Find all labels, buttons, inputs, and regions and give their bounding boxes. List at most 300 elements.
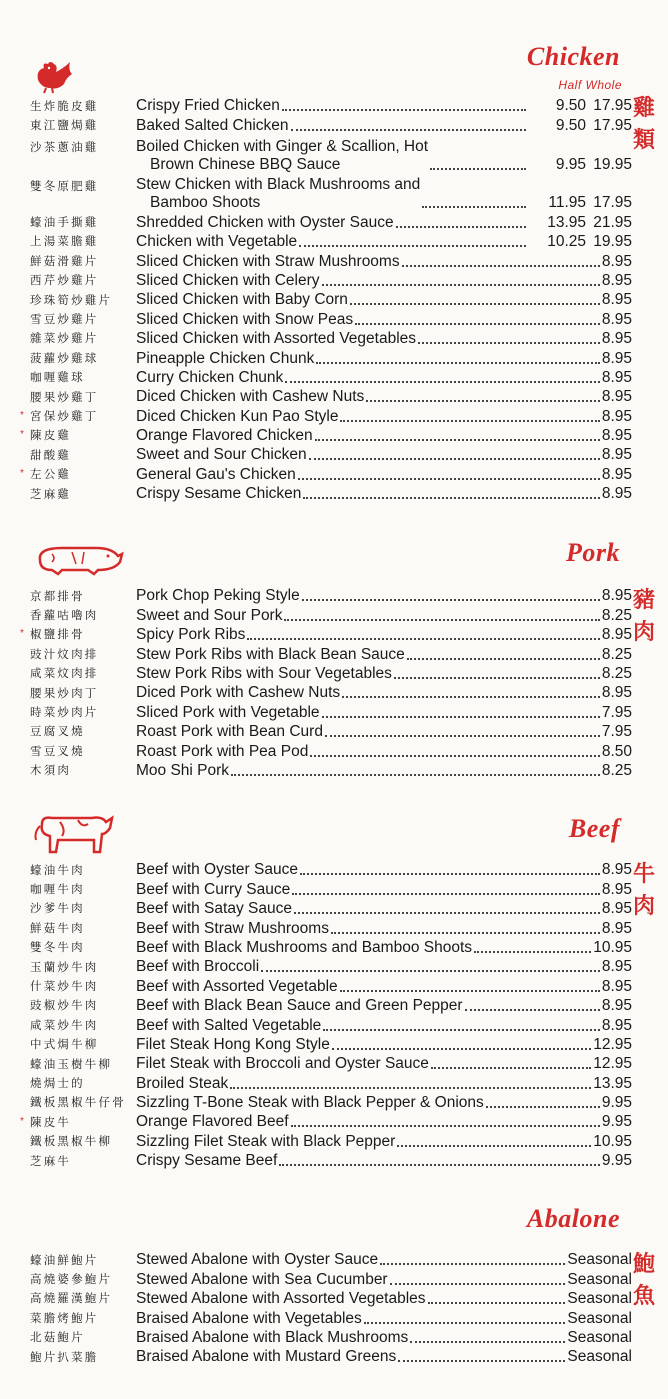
- item-name-wrap: [136, 1348, 567, 1366]
- dot-leader: [291, 1124, 600, 1127]
- chinese-name: 菜膽烤鮑片: [30, 1310, 99, 1325]
- price-whole: 17.95: [593, 97, 632, 115]
- menu-item-row[interactable]: [20, 406, 632, 425]
- item-name: Braised Abalone with Black Mushrooms: [136, 1328, 409, 1346]
- item-name-wrap: [136, 723, 602, 741]
- pork-section: [0, 530, 668, 790]
- menu-item-row[interactable]: [20, 1347, 632, 1366]
- price-value: 8.95: [601, 900, 632, 918]
- menu-item-row[interactable]: [20, 586, 632, 605]
- chinese-name: 蠔油鮮鮑片: [30, 1252, 99, 1267]
- item-price: [593, 1075, 632, 1093]
- item-name: Stewed Abalone with Sea Cucumber: [136, 1270, 388, 1288]
- chinese-name: 陳皮雞: [30, 428, 72, 443]
- dot-leader: [298, 477, 600, 480]
- menu-item-row[interactable]: [20, 722, 632, 741]
- price-value: Seasonal: [567, 1348, 632, 1366]
- menu-item-row[interactable]: [20, 329, 632, 348]
- dot-leader: [340, 419, 599, 422]
- menu-item-row[interactable]: [20, 464, 632, 483]
- item-name-wrap: [136, 369, 602, 387]
- menu-item-row[interactable]: [20, 1131, 632, 1150]
- chinese-name: 雜菜炒雞片: [30, 331, 99, 346]
- menu-item-row[interactable]: [20, 426, 632, 445]
- chinese-name: 沙爹牛肉: [30, 901, 85, 916]
- item-name-wrap: [136, 291, 602, 309]
- item-name: Crispy Fried Chicken: [136, 97, 280, 115]
- item-name: Diced Chicken with Cashew Nuts: [136, 388, 365, 406]
- menu-item-row[interactable]: [20, 683, 632, 702]
- dot-leader: [402, 264, 600, 267]
- chinese-name: 左公雞: [30, 467, 72, 482]
- dot-leader: [422, 205, 526, 208]
- dot-leader: [230, 1086, 591, 1089]
- chinese-name: 燒焗士的: [30, 1075, 85, 1090]
- item-name: [136, 138, 428, 174]
- dot-leader: [247, 637, 599, 640]
- menu-item-row[interactable]: [20, 1328, 632, 1347]
- item-price: [602, 446, 632, 464]
- chinese-name: 芝麻牛: [30, 1153, 72, 1168]
- item-name: Orange Flavored Beef: [136, 1113, 289, 1131]
- dot-leader: [366, 399, 600, 402]
- price-value: 8.25: [601, 606, 632, 624]
- menu-item-row[interactable]: [20, 644, 632, 663]
- price-value: Seasonal: [567, 1309, 632, 1327]
- item-name: Beef with Black Bean Sauce and Green Pepper: [136, 997, 463, 1015]
- chinese-name: 高燒婆參鮑片: [30, 1272, 113, 1287]
- menu-item-row[interactable]: [20, 445, 632, 464]
- chinese-name: 腰果炒肉丁: [30, 685, 99, 700]
- price-value: 8.95: [601, 330, 632, 348]
- item-name: Stew Pork Ribs with Black Bean Sauce: [136, 645, 405, 663]
- price-value: 10.95: [593, 938, 632, 956]
- dot-leader: [282, 108, 526, 111]
- item-price: [567, 1290, 632, 1308]
- chinese-name: 腰果炒雞丁: [30, 389, 99, 404]
- price-half: 9.50: [555, 97, 586, 115]
- chinese-name: 時菜炒肉片: [30, 705, 99, 720]
- price-value: 8.95: [601, 919, 632, 937]
- item-price: [602, 466, 632, 484]
- section-chinese-label: [630, 858, 658, 922]
- dot-leader: [285, 380, 600, 383]
- item-name-wrap: [136, 997, 602, 1015]
- menu-item-row[interactable]: [20, 879, 632, 898]
- item-name-wrap: [136, 1290, 567, 1308]
- item-price: [602, 646, 632, 664]
- item-price: [567, 1348, 632, 1366]
- chinese-char: 肉: [632, 619, 655, 645]
- item-name-line1: Stew Chicken with Black Mushrooms and: [136, 176, 421, 194]
- menu-item-row[interactable]: [20, 702, 632, 721]
- item-price: [567, 1310, 632, 1328]
- menu-item-row[interactable]: [20, 996, 632, 1015]
- spicy-star: *: [20, 468, 24, 480]
- dot-leader: [323, 1028, 600, 1031]
- item-name: Pineapple Chicken Chunk: [136, 349, 315, 367]
- menu-item-row[interactable]: [20, 251, 632, 270]
- price-value: 8.25: [601, 664, 632, 682]
- item-name: Sliced Chicken with Snow Peas: [136, 310, 354, 328]
- chinese-name: 陳皮牛: [30, 1114, 72, 1129]
- item-name: Sliced Chicken with Celery: [136, 271, 320, 289]
- dot-leader: [418, 341, 600, 344]
- chinese-name: 東江鹽焗雞: [30, 118, 99, 133]
- item-name-wrap: [136, 1094, 602, 1112]
- item-price: [602, 665, 632, 683]
- item-name: Broiled Steak: [136, 1074, 229, 1092]
- chinese-name: 雙冬原肥雞: [30, 178, 99, 193]
- menu-item-row[interactable]: [20, 741, 632, 760]
- chinese-name: 豆腐叉燒: [30, 724, 85, 739]
- dot-leader: [398, 1359, 565, 1362]
- item-name-wrap: [136, 939, 593, 957]
- item-name: Filet Steak Hong Kong Style: [136, 1035, 330, 1053]
- chinese-name: 鮑片扒菜膽: [30, 1349, 99, 1364]
- item-name: Sliced Chicken with Assorted Vegetables: [136, 330, 417, 348]
- menu-item-row[interactable]: [20, 761, 632, 780]
- menu-item-row[interactable]: [20, 135, 632, 174]
- item-name: General Gau's Chicken: [136, 465, 296, 483]
- price-value: Seasonal: [567, 1270, 632, 1288]
- item-name: Beef with Straw Mushrooms: [136, 919, 329, 937]
- menu-item-row[interactable]: [20, 976, 632, 995]
- spicy-star: *: [20, 429, 24, 441]
- dot-leader: [380, 1262, 565, 1265]
- dot-leader: [394, 676, 600, 679]
- dot-leader: [299, 244, 526, 247]
- menu-item-row[interactable]: [20, 938, 632, 957]
- chinese-char: 鮑: [632, 1251, 655, 1277]
- price-half: 9.95: [555, 155, 586, 173]
- chinese-name: 蠔油玉樹牛柳: [30, 1056, 113, 1071]
- dot-leader: [332, 1047, 591, 1050]
- item-name-wrap: [136, 272, 602, 290]
- item-name: Stewed Abalone with Oyster Sauce: [136, 1251, 379, 1269]
- menu-item-row[interactable]: [20, 1250, 632, 1269]
- item-name: Sweet and Sour Chicken: [136, 446, 307, 464]
- item-name-wrap: [136, 646, 602, 664]
- dot-leader: [279, 1163, 600, 1166]
- beef-section: [0, 806, 668, 1176]
- menu-item-row[interactable]: [20, 605, 632, 624]
- item-name-wrap: [136, 117, 528, 135]
- menu-item-row[interactable]: [20, 1269, 632, 1288]
- item-price: [602, 1113, 632, 1131]
- menu-item-row[interactable]: [20, 348, 632, 367]
- item-name-wrap: [136, 427, 602, 445]
- chinese-name: 西芹炒雞片: [30, 273, 99, 288]
- spicy-star: *: [20, 409, 24, 421]
- chinese-name: 生炸脆皮雞: [30, 98, 99, 113]
- dot-leader: [322, 715, 600, 718]
- item-name-wrap: [136, 626, 602, 644]
- item-price: [602, 978, 632, 996]
- dot-leader: [300, 872, 600, 875]
- item-price: [528, 214, 632, 232]
- item-name: Sliced Chicken with Straw Mushrooms: [136, 252, 400, 270]
- item-price: [602, 291, 632, 309]
- dot-leader: [428, 1301, 566, 1304]
- menu-item-row[interactable]: [20, 1093, 632, 1112]
- price-half: 13.95: [547, 213, 586, 231]
- menu-item-row[interactable]: [20, 232, 632, 251]
- menu-item-row[interactable]: [20, 860, 632, 879]
- dot-leader: [342, 695, 600, 698]
- chinese-name: 咸菜炆肉排: [30, 666, 99, 681]
- chinese-name: 椒鹽排骨: [30, 627, 85, 642]
- menu-item-row[interactable]: [20, 918, 632, 937]
- item-name-wrap: [136, 704, 602, 722]
- price-value: 8.25: [601, 761, 632, 779]
- price-value: 8.95: [601, 587, 632, 605]
- item-price: [602, 958, 632, 976]
- price-value: 8.95: [601, 252, 632, 270]
- item-name: Sliced Chicken with Baby Corn: [136, 291, 348, 309]
- menu-item-row[interactable]: [20, 368, 632, 387]
- chinese-name: 雪豆叉燒: [30, 743, 85, 758]
- menu-item-row[interactable]: [20, 387, 632, 406]
- item-name-wrap: [136, 1075, 593, 1093]
- item-name: Orange Flavored Chicken: [136, 427, 313, 445]
- chinese-name: 蠔油牛肉: [30, 862, 85, 877]
- menu-item-row[interactable]: [20, 957, 632, 976]
- item-name-wrap: [136, 388, 602, 406]
- item-name-wrap: [136, 1152, 602, 1170]
- price-value: Seasonal: [567, 1328, 632, 1346]
- item-price: [602, 743, 632, 761]
- price-value: 10.95: [593, 1132, 632, 1150]
- item-name-wrap: [136, 1310, 567, 1328]
- menu-item-row[interactable]: [20, 484, 632, 503]
- item-price: [528, 97, 632, 115]
- item-name-wrap: [136, 350, 602, 368]
- price-value: 8.95: [601, 388, 632, 406]
- item-price: [593, 1036, 632, 1054]
- item-name: Crispy Sesame Beef: [136, 1152, 278, 1170]
- dot-leader: [291, 128, 526, 131]
- item-price: [602, 350, 632, 368]
- item-name: Diced Chicken Kun Pao Style: [136, 407, 339, 425]
- item-name: Braised Abalone with Vegetables: [136, 1309, 362, 1327]
- item-name: Filet Steak with Broccoli and Oyster Sauce: [136, 1055, 429, 1073]
- menu-item-row[interactable]: [20, 309, 632, 328]
- chinese-name: 中式焗牛柳: [30, 1037, 99, 1052]
- item-name: Beef with Black Mushrooms and Bamboo Shoots: [136, 938, 473, 956]
- item-name: Beef with Curry Sauce: [136, 880, 291, 898]
- item-price: [567, 1251, 632, 1269]
- chinese-name: 菠蘿炒雞球: [30, 350, 99, 365]
- price-value: 8.95: [601, 485, 632, 503]
- price-value: 8.95: [601, 977, 632, 995]
- dot-leader: [292, 892, 600, 895]
- dot-leader: [474, 950, 591, 953]
- price-value: Seasonal: [567, 1290, 632, 1308]
- item-price: [602, 408, 632, 426]
- pig-icon: [32, 542, 124, 576]
- price-value: 8.25: [601, 645, 632, 663]
- item-price: [567, 1329, 632, 1347]
- section-chinese-label: [630, 584, 658, 648]
- menu-item-row[interactable]: [20, 1073, 632, 1092]
- item-price: [602, 388, 632, 406]
- price-value: 8.95: [601, 349, 632, 367]
- section-title: Chicken: [526, 42, 620, 71]
- chinese-name: 木須肉: [30, 763, 72, 778]
- chinese-name: 豉汁炆肉排: [30, 646, 99, 661]
- menu-item-row[interactable]: [20, 1151, 632, 1170]
- item-name-wrap: [136, 1113, 602, 1131]
- price-whole: 17.95: [593, 116, 632, 134]
- item-name-wrap: [136, 233, 528, 251]
- item-name-wrap: [136, 311, 602, 329]
- dot-leader: [410, 1340, 565, 1343]
- item-price: [593, 939, 632, 957]
- chinese-name: 咸菜炒牛肉: [30, 1017, 99, 1032]
- menu-item-row[interactable]: [20, 664, 632, 683]
- menu-item-row[interactable]: [20, 1112, 632, 1131]
- price-whole: 19.95: [593, 155, 632, 173]
- dot-leader: [284, 618, 599, 621]
- item-price: [528, 156, 632, 174]
- price-value: 13.95: [593, 1074, 632, 1092]
- item-price: [602, 330, 632, 348]
- dot-leader: [431, 1066, 591, 1069]
- item-name: Braised Abalone with Mustard Greens: [136, 1348, 397, 1366]
- dot-leader: [407, 657, 600, 660]
- price-half: 9.50: [555, 116, 586, 134]
- price-whole: 21.95: [593, 213, 632, 231]
- price-value: 8.95: [601, 446, 632, 464]
- item-name-wrap: [136, 743, 602, 761]
- item-price: [602, 272, 632, 290]
- menu-item-row[interactable]: [20, 1289, 632, 1308]
- item-price: [602, 607, 632, 625]
- item-name-wrap: [136, 665, 602, 683]
- item-name: [136, 176, 420, 212]
- price-value: 8.95: [601, 465, 632, 483]
- item-name-line2: Bamboo Shoots: [150, 194, 261, 212]
- item-price: [602, 723, 632, 741]
- section-chinese-label: [630, 92, 658, 156]
- price-whole: 17.95: [593, 194, 632, 212]
- price-value: 8.95: [601, 997, 632, 1015]
- menu-item-row[interactable]: [20, 115, 632, 134]
- chinese-name: 沙茶蔥油雞: [30, 139, 99, 154]
- item-name: Sliced Pork with Vegetable: [136, 703, 320, 721]
- price-value: 9.95: [601, 1152, 632, 1170]
- price-value: Seasonal: [567, 1251, 632, 1269]
- item-price: [602, 900, 632, 918]
- dot-leader: [309, 457, 600, 460]
- item-name-wrap: [136, 408, 602, 426]
- menu-item-row[interactable]: [20, 271, 632, 290]
- menu-item-row[interactable]: [20, 1054, 632, 1073]
- price-half: 10.25: [547, 233, 586, 251]
- item-name-wrap: [136, 607, 602, 625]
- price-value: 8.95: [601, 958, 632, 976]
- item-name-wrap: [136, 684, 602, 702]
- rooster-icon: [32, 58, 76, 94]
- menu-item-row[interactable]: [20, 96, 632, 115]
- item-price: [602, 587, 632, 605]
- dot-leader: [390, 1282, 566, 1285]
- item-name-wrap: [136, 466, 602, 484]
- item-name-line1: Boiled Chicken with Ginger & Scallion, Hot: [136, 137, 429, 155]
- menu-item-row[interactable]: [20, 625, 632, 644]
- dot-leader: [397, 1144, 591, 1147]
- item-price: [602, 311, 632, 329]
- chinese-name: 京都排骨: [30, 588, 85, 603]
- price-value: 8.95: [601, 861, 632, 879]
- item-price: [602, 253, 632, 271]
- item-name: Stew Pork Ribs with Sour Vegetables: [136, 664, 392, 682]
- item-name-wrap: [136, 1271, 567, 1289]
- item-price: [602, 881, 632, 899]
- item-price: [602, 920, 632, 938]
- item-name-wrap: [136, 762, 602, 780]
- item-price: [602, 485, 632, 503]
- price-value: 8.95: [601, 368, 632, 386]
- item-name-wrap: [136, 900, 602, 918]
- item-name-wrap: [136, 446, 602, 464]
- menu-item-row[interactable]: [20, 290, 632, 309]
- item-price: [602, 1017, 632, 1035]
- item-name: Baked Salted Chicken: [136, 116, 289, 134]
- menu-item-row[interactable]: [20, 174, 632, 213]
- chinese-name: 芝麻雞: [30, 486, 72, 501]
- item-name: Curry Chicken Chunk: [136, 368, 284, 386]
- dot-leader: [294, 911, 600, 914]
- item-name-wrap: [136, 881, 602, 899]
- dot-leader: [396, 225, 526, 228]
- item-price: [602, 762, 632, 780]
- item-name: Roast Pork with Pea Pod: [136, 742, 309, 760]
- dot-leader: [331, 931, 600, 934]
- chinese-name: 珍珠筍炒雞片: [30, 292, 113, 307]
- menu-item-row[interactable]: [20, 899, 632, 918]
- menu-item-row[interactable]: [20, 1308, 632, 1327]
- item-name: Crispy Sesame Chicken: [136, 485, 302, 503]
- price-value: 9.95: [601, 1094, 632, 1112]
- abalone-section: [0, 1200, 668, 1399]
- item-name: Spicy Pork Ribs: [136, 626, 246, 644]
- dot-leader: [486, 1105, 600, 1108]
- price-header: Half Whole: [558, 78, 622, 92]
- chinese-name: 咖喱雞球: [30, 370, 85, 385]
- item-name-wrap: [136, 97, 528, 115]
- chinese-name: 上湯菜膽雞: [30, 234, 99, 249]
- price-value: 8.95: [601, 271, 632, 289]
- dot-leader: [325, 734, 600, 737]
- item-price: [602, 626, 632, 644]
- price-value: 8.95: [601, 291, 632, 309]
- spicy-star: *: [20, 628, 24, 640]
- menu-item-row[interactable]: [20, 212, 632, 231]
- item-name-wrap: [136, 920, 602, 938]
- menu-item-row[interactable]: [20, 1035, 632, 1054]
- dot-leader: [364, 1321, 566, 1324]
- chinese-name: 雙冬牛肉: [30, 940, 85, 955]
- item-name-wrap: [136, 485, 602, 503]
- menu-item-row[interactable]: [20, 1015, 632, 1034]
- item-name-wrap: [136, 176, 528, 212]
- item-name-wrap: [136, 587, 602, 605]
- item-price: [593, 1133, 632, 1151]
- chinese-char: 魚: [632, 1283, 655, 1309]
- chinese-name: 香蘿咕嚕肉: [30, 608, 99, 623]
